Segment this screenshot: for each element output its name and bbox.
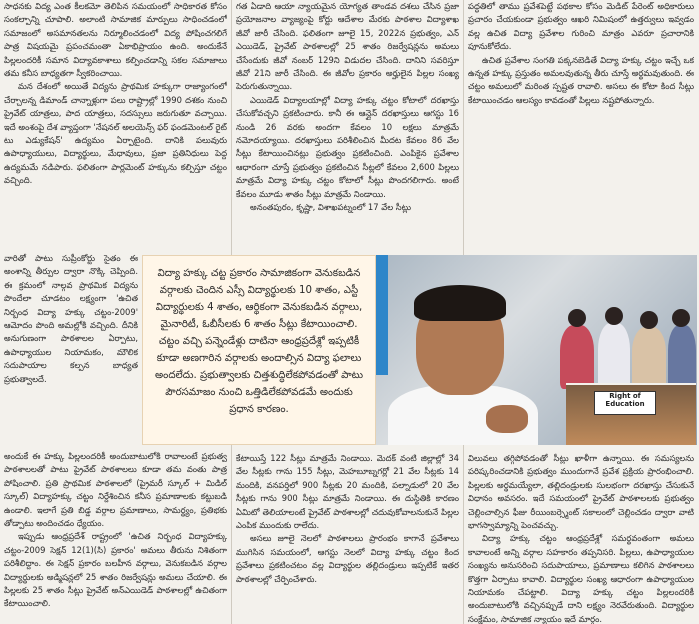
article-paragraph: సాధనకు విద్య ఎంత కీలకమో తెలిపిన సమయంలో సాధికారత కోసం సంకల్పాన్ని చూపాలి. అలాంటి సామాజిక మార్పులు సాధించడంలో సమాజంలో అసమానతలను నిర్మూలించడంలో విద్య పోషించగలిగే పాత్ర విషయమై ప్రపంచమంతా ఏకాభిప్రాయం ఉంది. అందుకేనే పిల్లలందరికీ సమాన విద్యావకాశాలు కల్పించడాన్ని సకల సమాజాలు తమ కనీస బాధ్యతగా స్వీకరించాయి. (4, 1, 227, 79)
article-column-1-upper (4, 0, 227, 250)
article-paragraph: వారితో పాటు సుప్రీంకోర్టు సైతం ఈ అంశాన్ని తీర్పుల ద్వారా నొక్కి చెప్పింది. ఈ క్రమంలో నాల్గవ ప్రాథమిక విద్యను పొందేలా చూడటం లక్ష్యంగా 'ఉచిత నిర్బంధ విద్యా హక్కు చట్టం-2009' ఆమోదం పొంది అమల్లోకి వచ్చింది. దీనికి అనుగుణంగా పాఠశాలల ఏర్పాటు, ఉపాధ్యాయుల నియామకం, మౌలిక సదుపాయాల కల్పన బాధ్యత ప్రభుత్వాలదే. (4, 253, 138, 384)
article-paragraph: అందుకే ఈ హక్కు పిల్లలందరికీ అందుబాటులోకి రావాలంటే ప్రభుత్వ పాఠశాలలతో పాటు ప్రైవేట్ పాఠశాలలు కూడా తమ వంతు పాత్ర పోషించాలి. ప్రతి ప్రాథమిక పాఠశాలలో (ప్రైమరీ స్కూల్ + మిడిల్ స్కూల్) విద్యాహక్కు చట్టం నిర్దేశించిన కనీస ప్రమాణాలకు కట్టుబడి ఉండాలి. ఇలాగే ప్రతి బిడ్డ వర్గాల ప్రమాణాలు, సామర్థ్యం, ప్రతిభకు తోడ్పాటు అందించడం ధ్యేయం. (4, 451, 227, 529)
inset-classroom-photo (566, 383, 696, 445)
article-paragraph: అసలు జూలై నెలలో పాఠశాలలు ప్రారంభం కాగానే ప్రవేశాలు ముగిసిన సమయంలో, ఆగస్టు నెలలో విద్యా హక్కు చట్టం కింద ప్రవేశాలు ప్రకటించటం వల్ల విద్యార్థుల తల్లిదండ్రులు ఇప్పటికే ఇతర పాఠశాలల్లో చేర్పించేశారు. (236, 533, 459, 584)
article-column-3-upper (468, 0, 694, 250)
student-figure (668, 325, 696, 389)
article-column-3-lower (468, 452, 694, 624)
article-paragraph: గత ఏడాది ఆయా న్యాయమైన యోగ్యత తాండవ దశలు చేసిన ప్రజా ప్రయోజనాల వ్యాజ్యంపై కోర్టు ఆదేశాల మేరకు పాఠశాల విద్యాశాఖ జీవో జారీ చేసింది. ఫలితంగా జూలై 15, 2022న ప్రభుత్వం, ఎన్ ఎయిడెడ్, ప్రైవేట్ పాఠశాలల్లో 25 శాతం రిజర్వేషన్లను అమలు చేసేందుకు జీవో నంబర్ 129ని విడుదల చేసింది. దానిని సవరిస్తూ జీవో 21ని జారీ చేసింది. ఈ జీవోల ప్రకారం అర్హులైన పిల్లల సంఖ్య పెరుగుతున్నాయి. (236, 1, 459, 92)
article-paragraph: ఇప్పుడు ఆంధ్రప్రదేశ్ రాష్ట్రంలో 'ఉచిత నిర్బంధ విద్యాహక్కు చట్టం-2009 సెక్షన్ 12(1)(సి) ప్రకారం' అమలు తీరును నిశితంగా పరిశీలిద్దాం. ఈ సెక్షన్ ప్రకారం బలహీన వర్గాలు, వెనుకబడిన వర్గాల విద్యార్థులకు అడ్మిషన్లలో 25 శాతం రిజర్వేషన్లు అమలు చేయాలి. ఈ పిల్లలకు 25 శాతం సీట్లు ప్రైవేట్ అన్ఎయిడెడ్ పాఠశాలల్లో ఉచితంగా కేటాయించాలి. (4, 531, 227, 609)
article-paragraph: విద్యా హక్కు చట్టం ఆంధ్రప్రదేశ్లో సమర్థవంతంగా అమలు కావాలంటే అన్ని వర్గాల సహకారం తప్పనిసరి. పిల్లలు, ఉపాధ్యాయుల సంఖ్యను అనుసరించి సదుపాయాలు, ప్రమాణాలు కలిగిన పాఠశాలలు కొత్తగా ఏర్పాటు కావాలి. విద్యార్థుల సంఖ్య ఆధారంగా ఉపాధ్యాయుల నియామకం చేపట్టాలి. విద్యా హక్కు చట్టం పిల్లలందరికీ అందుబాటులోకి వచ్చినప్పుడే దాని లక్ష్యం నెరవేరుతుంది. విద్యార్థుల సంక్షేమం, సామాజిక న్యాయం ఇదే మార్గం. (468, 533, 694, 624)
article-column-1-wrap (4, 252, 138, 448)
article-column-2-lower (236, 452, 459, 624)
student-head (568, 309, 586, 327)
student-head (605, 307, 623, 325)
education-sign: Right of Education (594, 391, 656, 415)
article-paragraph: అనంతపురం, కృష్ణా, విశాఖపట్నంలో 17 వేల సీట్లు (250, 202, 412, 213)
student-head (672, 309, 690, 327)
student-head (640, 311, 658, 329)
article-paragraph: ఉచిత ప్రవేశాల సంగతి పక్కనబెడితే విద్యా హక్కు చట్టం ఇచ్చే ఒక ఉన్నత హక్కు ప్రస్తుతం అమలవుతున్న తీరు చూస్తే అర్థమవుతుంది. ఈ చట్టం అమలులో మరింత స్పష్టత రావాలి. అసలు ఈ కోటా కింద సీట్లు కేటాయించడం ఆలస్యం కావడంతో పిల్లలు నష్టపోతున్నారు. (468, 54, 694, 105)
pull-quote (142, 255, 376, 445)
pull-quote-text: విద్యా హక్కు చట్ట ప్రకారం సామాజికంగా వెనుకబడిన వర్గాలకు చెందిన ఎస్సీ విద్యార్థులకు 10 శాతం, ఎస్టీ విద్యార్థులకు 4 శాతం, ఆర్థికంగా వెనుకబడిన వర్గాలు, మైనారిటీ, ఓబీసీలకు 6 శాతం సీట్లు కేటాయించాలి. చట్టం వచ్చి పన్నెండేళ్లు దాటినా ఆంధ్రప్రదేశ్లో ఇప్పటికీ కూడా అణగారిన వర్గాలకు అందాల్సిన విద్యా ఫలాలు అందలేదు. ప్రభుత్వాలకు చిత్తశుద్ధిలేకపోవడంతో పాటు పౌరసమాజం నుంచి ఒత్తిడిలేకపోవడమే అందుకు ప్రధాన కారణం. (155, 268, 363, 415)
portrait-hair (414, 285, 506, 321)
student-figure (598, 323, 630, 389)
article-photo (370, 255, 697, 445)
student-figure (632, 327, 666, 389)
portrait-hand (486, 405, 528, 433)
portrait-figure (388, 285, 538, 445)
article-paragraph: మన దేశంలో అయితే విద్యను ప్రాథమిక హక్కుగా రాజ్యాంగంలో చేర్చాలన్న డిమాండ్ చాన్నాళ్లుగా పలు రాష్ట్రాల్లో 1990 దశకం నుంచి ప్రైవేట్ యాత్రలు, పాద యాత్రలు, సదస్సులు జరుగుతూ వచ్చాయి. ఇదే అంశంపై దేశ వ్యాప్తంగా 'నేషనల్ అలయెన్స్ ఫర్ ఫండమెంటల్ రైట్ టు ఎడ్యుకేషన్' ఉద్యమం ఏర్పాటైంది. దానికి పలువురు ఉపాధ్యాయులు, విద్యార్థులు, మేధావులు, ప్రజా ప్రతినిధులు పెద్ద ఉద్యమమే నడిపారు. ఫలితంగా పార్లమెంట్ హక్కును కల్పిస్తూ చట్టం వచ్చింది. (4, 81, 227, 186)
article-column-1-lower (4, 450, 227, 624)
article-paragraph: విలువలు తగ్గిపోవడంతో సీట్లు ఖాళీగా ఉన్నాయి. ఈ సమస్యలను పరిష్కరించడానికి ప్రభుత్వం ముందుగానే ప్రవేశ ప్రక్రియ ప్రారంభించాలి. పిల్లలకు అర్థమయ్యేలా, తల్లిదండ్రులకు సులభంగా దరఖాస్తు చేసుకునే విధానం అవసరం. ఇదే సమయంలో ప్రైవేట్ పాఠశాలలకు ప్రభుత్వం చెల్లించాల్సిన ఫీజు రీయింబర్స్మెంట్ సకాలంలో చెల్లించడం ద్వారా వాటి భాగస్వామ్యాన్ని పెంచవచ్చు. (468, 453, 694, 531)
article-paragraph: ఎయిడెడ్ విద్యాలయాల్లో విద్యా హక్కు చట్టం కోటాలో దరఖాస్తు చేసుకోవచ్చని ప్రకటించారు. కానీ ఈ ఆన్లైన్ దరఖాస్తులు ఆగస్టు 16 నుండి 26 వరకు అందగా కేవలం 10 లక్షలు మాత్రమే నమోదయ్యాయి. దరఖాస్తులు పరిశీలించిన మీదట కేవలం 86 వేల సీట్లు కేటాయించినట్లు ప్రభుత్వం ప్రకటించింది. ఎంపికైన ప్రవేశాల ఆధారంగా చూస్తే ప్రభుత్వం ప్రకటించిన సీట్లలో కేవలం 2,600 పిల్లలు మాత్రమే విద్యా హక్కు చట్టం కోటాలో సీట్లు పొందగలిగారు. అంటే కేవలం మూడు శాతం సీట్లు మాత్రమే నిండాయి. (236, 94, 459, 199)
student-figure (560, 325, 594, 389)
article-column-2-upper (236, 0, 459, 250)
article-paragraph: పద్ధతిలో తాము ప్రవేశపెట్టే పథకాల కోసం మెడిట్ పేరెంట్ అధికారులు ప్రచారం చేయకుండా ప్రభుత్వం ఆఖరి నిమిషంలో ఉత్తర్వులు ఇవ్వడం వల్ల ఉచిత విద్యా ప్రవేశాల గురించి మాత్రం ఎవరూ ప్రచారానికి పూనుకోలేదు. (468, 1, 694, 52)
article-paragraph: కేటాయిస్తే 122 సీట్లు మాత్రమే నిండాయి. మెదక్ వంటి జిల్లాల్లో 34 వేల సీట్లకు గాను 155 సీట్లు, మెహబూబ్నగర్లో 21 వేల సీట్లకు 14 మందికి, వనపర్తిలో 900 సీట్లకు 20 మందికి, పల్నాడులో 20 వేల సీట్లకు గాను 900 సీట్లు మాత్రమే నిండాయి. ఈ దుస్థితికి కారణం ఏమిటో తెలియాలంటే ప్రైవేట్ పాఠశాలల్లో చదువుకోవాలనుకునే పిల్లల ఎంపిక ముందుకు రాలేదు. (236, 453, 459, 531)
